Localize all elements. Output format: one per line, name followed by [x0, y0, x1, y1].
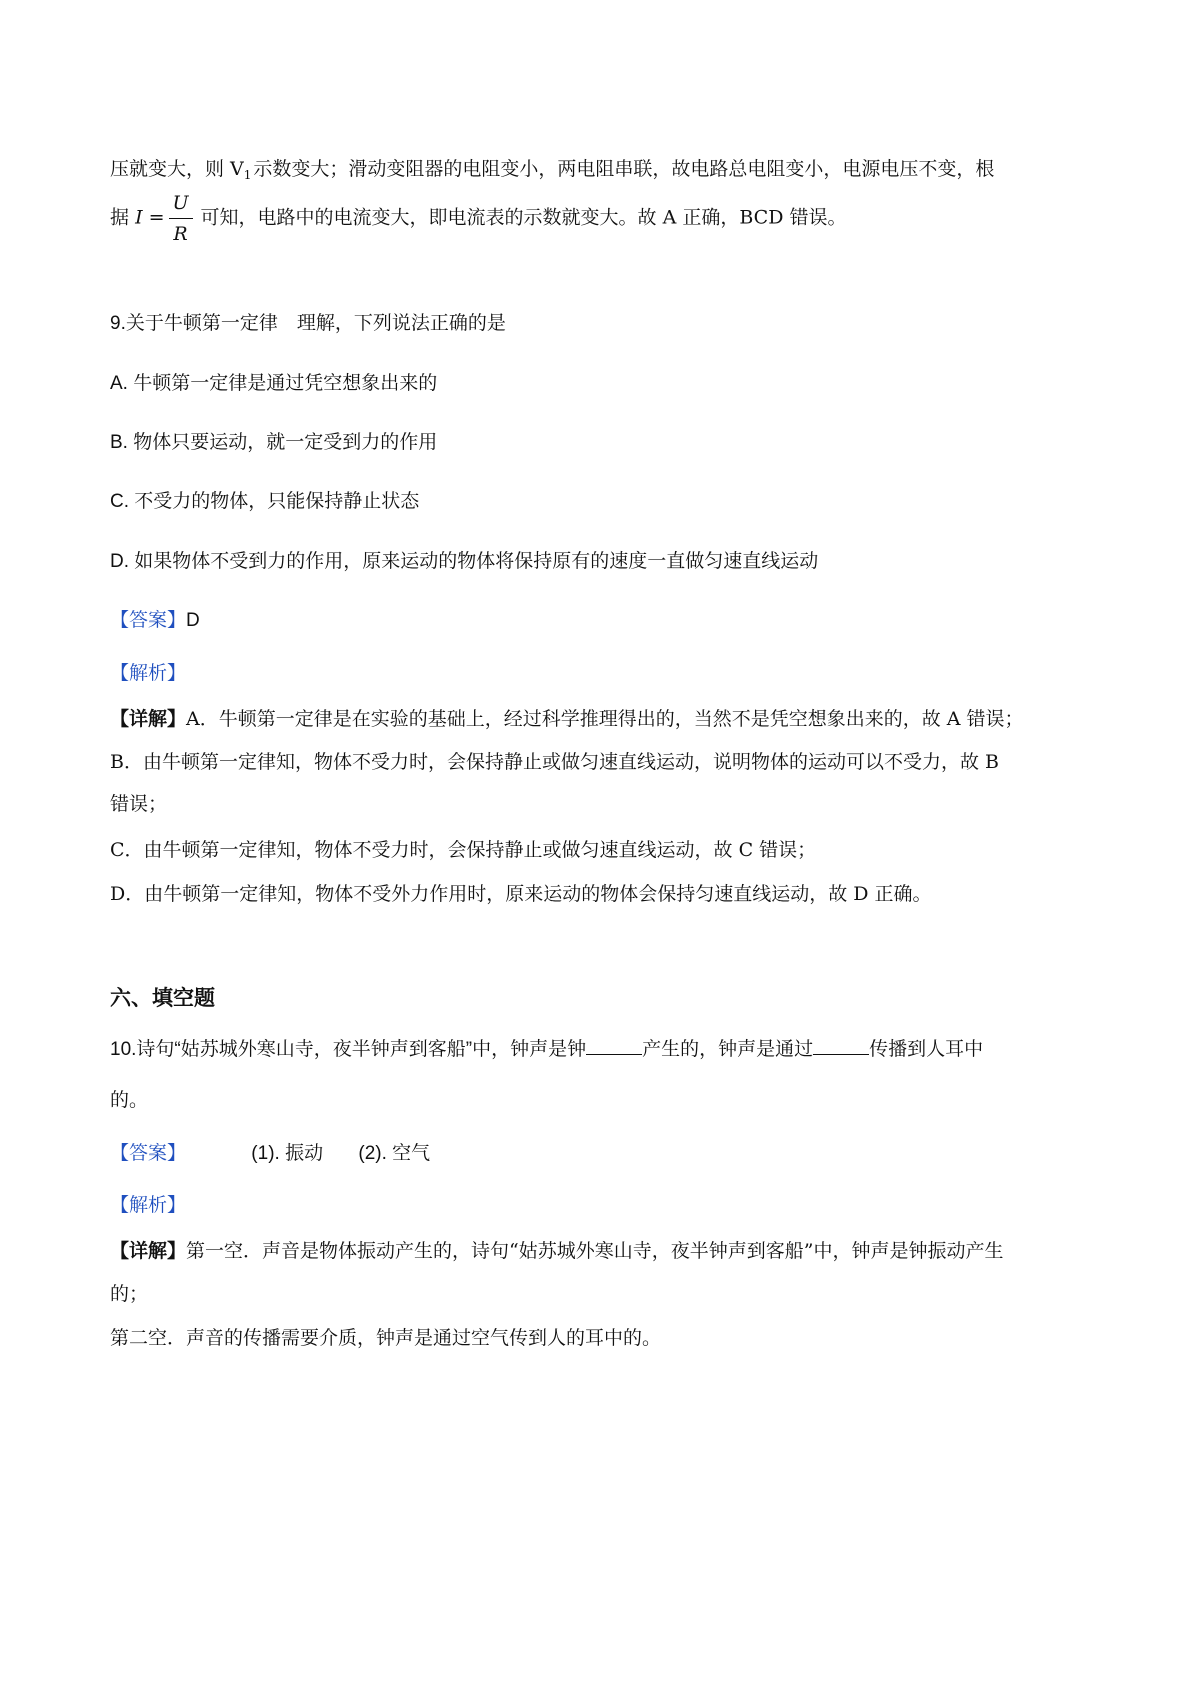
q10-stem-part-3: 传播到人耳中: [869, 1039, 984, 1060]
q9-detail-line-1: [110, 705, 1024, 733]
q9-detail-line-5: D．由牛顿第一定律知，物体不受外力作用时，原来运动的物体会保持匀速直线运动，故 D 正确。: [110, 883, 932, 905]
section-title: 六、填空题: [110, 986, 215, 1010]
option-letter: A.: [110, 373, 128, 394]
q9-option-b: [110, 429, 437, 457]
option-text: 不受力的物体，只能保持静止状态: [134, 491, 420, 512]
q10-stem-line-1: [110, 1034, 983, 1064]
detail-text: 第一空．声音是物体振动产生的，诗句“姑苏城外寒山寺，夜半钟声到客船”中，钟声是钟振动产生: [186, 1240, 1004, 1262]
detail-text: A．牛顿第一定律是在实验的基础上，经过科学推理得出的，当然不是凭空想象出来的，故 A 错误；: [186, 708, 1024, 730]
formula-fraction: [169, 188, 193, 249]
formula-numerator: U: [169, 188, 193, 219]
q9-analysis-tag: [110, 660, 186, 688]
q9-detail-line-3: 错误；: [110, 793, 168, 815]
formula-lhs: I =: [135, 206, 165, 229]
q8-explanation-line-2: [110, 188, 846, 249]
analysis-tag: 【解析】: [110, 663, 187, 684]
answer-value: D: [186, 610, 200, 631]
q9-detail-line-2: B．由牛顿第一定律知，物体不受力时，会保持静止或做匀速直线运动，说明物体的运动可以不受力，故 B: [110, 751, 999, 773]
option-letter: D.: [110, 551, 129, 572]
detail-tag: 【详解】: [110, 1240, 187, 1262]
detail-tag: 【详解】: [110, 708, 187, 730]
q9-stem: 9.关于牛顿第一定律 理解，下列说法正确的是: [110, 313, 506, 334]
answer-tag: 【答案】: [110, 1143, 187, 1164]
q10-detail-line-3: 第二空．声音的传播需要介质，钟声是通过空气传到人的耳中的。: [110, 1327, 662, 1349]
analysis-tag: 【解析】: [110, 1195, 187, 1216]
q10-stem-part-2: 产生的，钟声是通过: [642, 1039, 814, 1060]
answer-tag: 【答案】: [110, 610, 187, 631]
q10-stem-part-1: 10.诗句“姑苏城外寒山寺，夜半钟声到客船”中，钟声是钟: [110, 1039, 587, 1060]
answer-2-num: (2).: [358, 1143, 387, 1164]
q9-answer: [110, 607, 200, 635]
q9-option-a: [110, 370, 437, 398]
option-letter: B.: [110, 432, 128, 453]
q9-detail-line-4: C．由牛顿第一定律知，物体不受力时，会保持静止或做匀速直线运动，故 C 错误；: [110, 839, 817, 861]
option-text: 物体只要运动，就一定受到力的作用: [133, 432, 438, 453]
q8-explanation-line-1: [110, 155, 994, 185]
q10-detail-line-1: [110, 1237, 1003, 1265]
option-text: 牛顿第一定律是通过凭空想象出来的: [133, 373, 438, 394]
q8-line2-post: 可知，电路中的电流变大，即电流表的示数就变大。故 A 正确，BCD 错误。: [200, 206, 847, 229]
q8-line1-pre: 压就变大，则 V: [110, 158, 244, 180]
answer-1-text: 振动: [285, 1143, 324, 1164]
q10-analysis-tag: [110, 1192, 186, 1220]
fill-blank-2[interactable]: [813, 1034, 869, 1055]
q10-answer: [110, 1140, 430, 1168]
option-letter: C.: [110, 491, 129, 512]
q10-detail-line-2: 的；: [110, 1283, 149, 1305]
q9-option-d: [110, 548, 818, 576]
q8-line2-pre: 据: [110, 206, 130, 229]
formula-denominator: R: [173, 223, 188, 245]
answer-2-text: 空气: [392, 1143, 431, 1164]
q8-line1-subscript: 1: [243, 168, 252, 182]
q8-line1-post: 示数变大；滑动变阻器的电阻变小，两电阻串联，故电路总电阻变小，电源电压不变，根: [253, 158, 995, 180]
fill-blank-1[interactable]: [586, 1034, 642, 1055]
option-text: 如果物体不受到力的作用，原来运动的物体将保持原有的速度一直做匀速直线运动: [134, 551, 819, 572]
q10-stem-line-2: 的。: [110, 1090, 149, 1111]
answer-1-num: (1).: [251, 1143, 280, 1164]
q9-option-c: [110, 488, 419, 516]
